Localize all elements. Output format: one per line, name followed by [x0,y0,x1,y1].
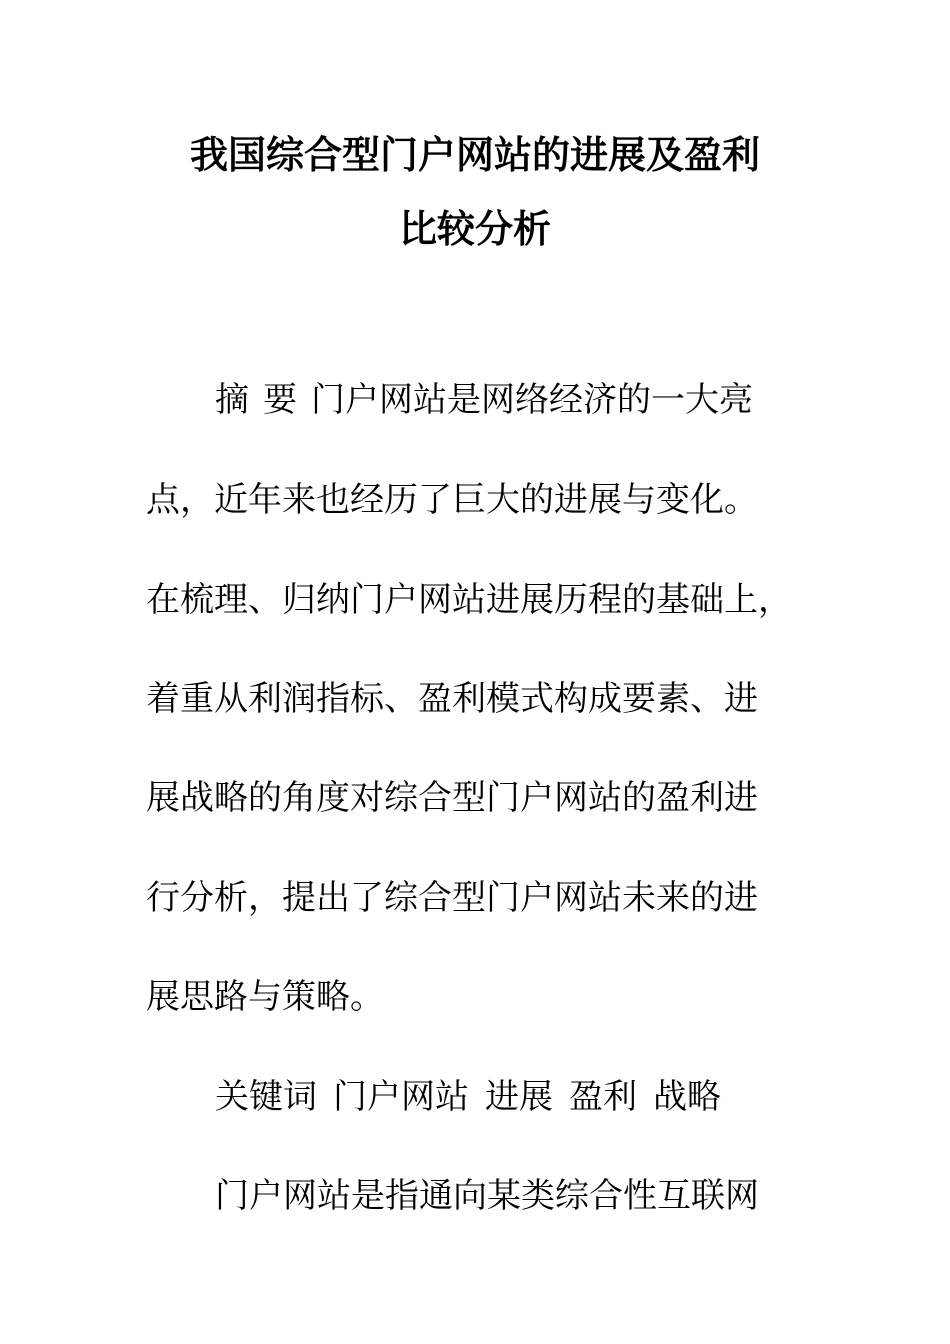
abstract-label-char-2: 要 [263,380,297,420]
document-title-line-2: 比较分析 [398,206,551,251]
abstract-text-line-1: 门户网站是网络经济的一大亮 [311,380,753,420]
keyword-item: 门户网站 [333,1077,469,1117]
abstract-text-line-3: 在梳理、归纳门户网站进展历程的基础上， [146,580,792,620]
abstract-text-line-6: 行分析，提出了综合型门户网站未来的进 [146,878,758,918]
keyword-item: 进展 [485,1077,553,1117]
abstract-text-line-7: 展思路与策略。 [146,977,384,1017]
keywords-line [215,1077,721,1117]
document-title-line-1: 我国综合型门户网站的进展及盈利 [189,132,760,177]
abstract-text-line-2: 点，近年来也经历了巨大的进展与变化。 [146,480,758,520]
keywords-label: 关键词 [215,1077,317,1117]
abstract-text-line-5: 展战略的角度对综合型门户网站的盈利进 [146,778,758,818]
body-paragraph-first-line: 门户网站是指通向某类综合性互联网 [215,1176,759,1216]
abstract-first-line [215,380,753,420]
abstract-text-line-4: 着重从利润指标、盈利模式构成要素、进 [146,679,758,719]
keyword-item: 战略 [653,1077,721,1117]
abstract-label-char-1: 摘 [215,380,249,420]
keyword-item: 盈利 [569,1077,637,1117]
